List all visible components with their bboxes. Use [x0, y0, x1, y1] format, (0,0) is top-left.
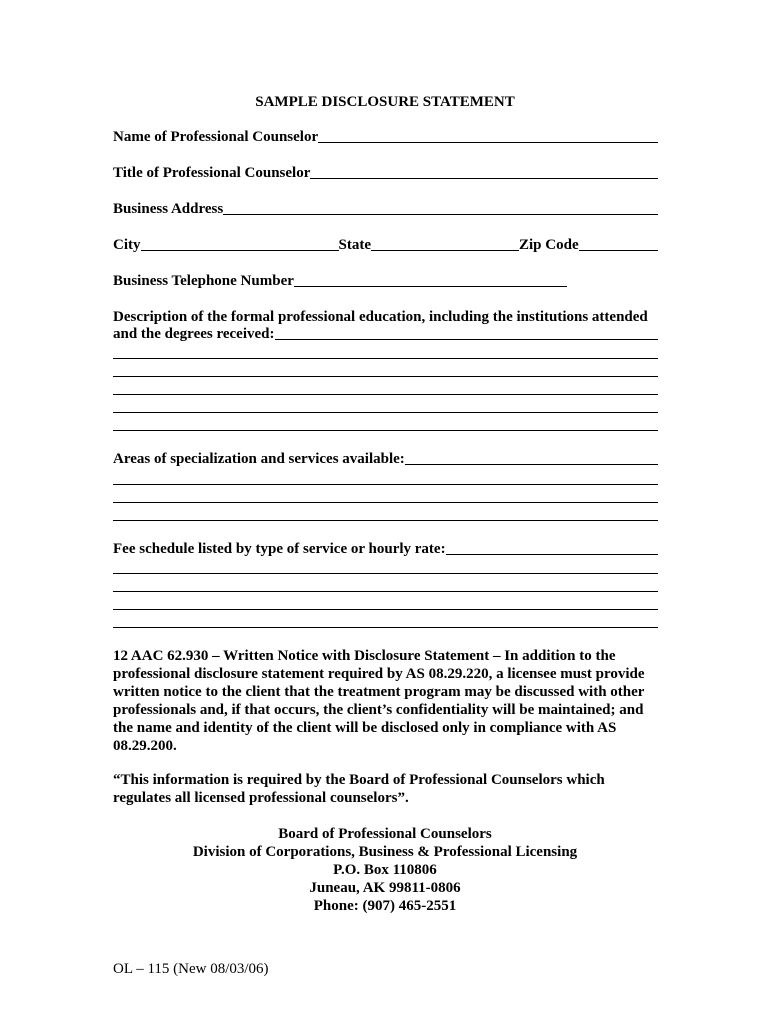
zip-label: Zip Code	[519, 237, 579, 253]
notice-line: written notice to the client that the treatment program may be discussed with other	[113, 684, 645, 700]
board-division: Division of Corporations, Business & Professional Licensing	[192, 844, 578, 860]
city-label: City	[113, 237, 141, 253]
fee-schedule-field-line[interactable]	[113, 609, 658, 610]
board-name: Board of Professional Counselors	[278, 826, 492, 842]
state-label: State	[338, 237, 371, 253]
fee-schedule-label: Fee schedule listed by type of service or hourly rate:	[113, 541, 446, 557]
education-degrees-label: and the degrees received:	[113, 326, 275, 342]
page-title: SAMPLE DISCLOSURE STATEMENT	[255, 94, 515, 110]
written-notice-paragraph	[113, 647, 673, 755]
counselor-name-field[interactable]	[318, 141, 658, 143]
notice-line: 12 AAC 62.930 – Written Notice with Disclosure Statement – In addition to the	[113, 648, 616, 664]
quote-line: regulates all licensed professional counselors”.	[113, 790, 409, 806]
counselor-title-row	[113, 165, 658, 182]
city-field[interactable]	[141, 249, 339, 251]
board-city: Juneau, AK 99811-0806	[309, 880, 461, 896]
fee-schedule-field-line[interactable]	[113, 627, 658, 628]
education-field-line[interactable]	[275, 338, 659, 340]
zip-field[interactable]	[579, 249, 658, 251]
business-phone-row	[113, 273, 567, 290]
counselor-name-row	[113, 129, 658, 146]
state-field[interactable]	[371, 249, 519, 251]
business-address-field[interactable]	[223, 213, 658, 215]
fee-schedule-field-line[interactable]	[113, 573, 658, 574]
specialization-field-line[interactable]	[113, 484, 658, 485]
fee-schedule-row	[113, 541, 658, 558]
education-field-line[interactable]	[113, 394, 658, 395]
business-phone-label: Business Telephone Number	[113, 273, 294, 289]
board-requirement-quote	[113, 771, 673, 807]
notice-line: 08.29.200.	[113, 738, 177, 754]
business-phone-field[interactable]	[294, 285, 567, 287]
form-number-footer: OL – 115 (New 08/03/06)	[113, 961, 269, 977]
specialization-row	[113, 451, 658, 468]
specialization-field-line[interactable]	[113, 520, 658, 521]
fee-schedule-field-line[interactable]	[446, 553, 658, 555]
business-address-row	[113, 201, 658, 218]
education-degrees-row	[113, 326, 658, 343]
counselor-name-label: Name of Professional Counselor	[113, 129, 319, 145]
education-description-label: Description of the formal professional education, including the institutions attended	[113, 309, 648, 325]
education-field-line[interactable]	[113, 358, 658, 359]
notice-line: the name and identity of the client will be disclosed only in compliance with AS	[113, 720, 617, 736]
business-address-label: Business Address	[113, 201, 224, 217]
board-po-box: P.O. Box 110806	[333, 862, 437, 878]
education-field-line[interactable]	[113, 376, 658, 377]
specialization-label: Areas of specialization and services available:	[113, 451, 405, 467]
specialization-field-line[interactable]	[405, 463, 658, 465]
counselor-title-field[interactable]	[310, 177, 658, 179]
specialization-field-line[interactable]	[113, 502, 658, 503]
quote-line: “This information is required by the Board of Professional Counselors which	[113, 772, 605, 788]
notice-line: professionals and, if that occurs, the client’s confidentiality will be maintained; and	[113, 702, 644, 718]
board-phone: Phone: (907) 465-2551	[313, 898, 457, 914]
city-state-zip-row	[113, 237, 658, 254]
board-address-block	[0, 825, 770, 915]
notice-line: professional disclosure statement required by AS 08.29.220, a licensee must provide	[113, 666, 645, 682]
counselor-title-label: Title of Professional Counselor	[113, 165, 311, 181]
fee-schedule-field-line[interactable]	[113, 591, 658, 592]
education-field-line[interactable]	[113, 412, 658, 413]
education-field-line[interactable]	[113, 430, 658, 431]
